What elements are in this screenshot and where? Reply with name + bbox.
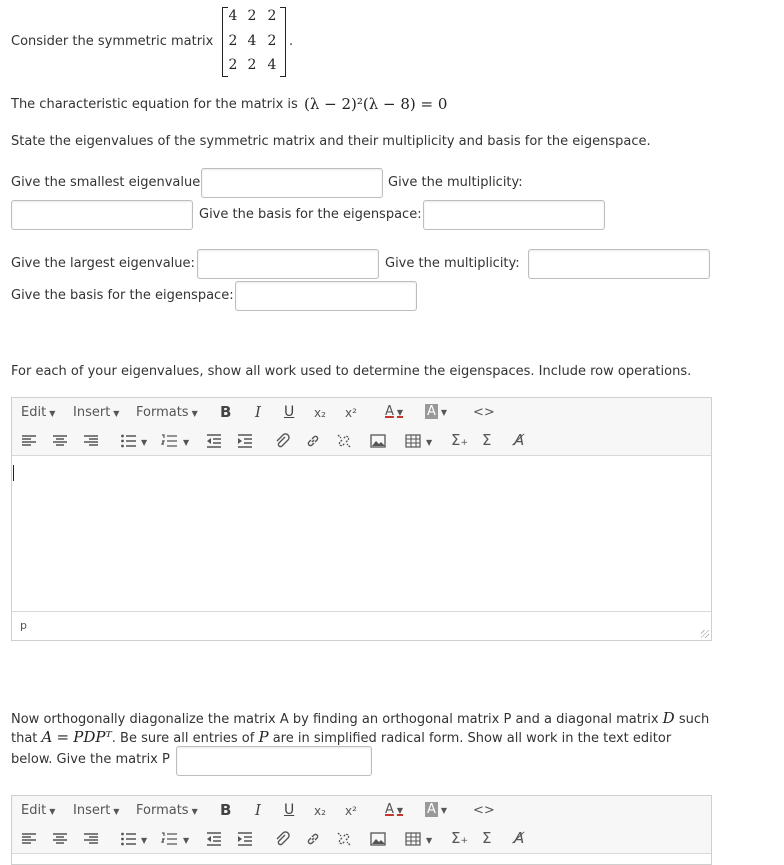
table-icon[interactable] — [405, 433, 421, 449]
work-prompt: For each of your eigenvalues, show all work used to determine the eigenspaces. Include row operations. — [11, 364, 692, 379]
matrix-cell: 2 — [228, 33, 238, 49]
subscript-button[interactable]: x₂ — [314, 406, 326, 420]
matrix-cell: 4 — [267, 57, 277, 73]
largest-multiplicity-label: Give the multiplicity: — [385, 256, 520, 271]
largest-eigenvalue-label: Give the largest eigenvalue: — [11, 256, 195, 271]
smallest-basis-label: Give the basis for the eigenspace: — [199, 207, 422, 222]
matrix-cell: 2 — [267, 8, 277, 24]
menu-insert[interactable]: Insert ▼ — [73, 405, 120, 420]
numbered-list-icon[interactable] — [161, 433, 177, 449]
outdent-icon[interactable] — [206, 831, 222, 847]
align-center-icon[interactable] — [52, 831, 68, 847]
matrix-p-input[interactable] — [176, 746, 372, 776]
link-icon[interactable] — [305, 433, 321, 449]
characteristic-text: The characteristic equation for the matrix is — [11, 97, 298, 112]
outdent-icon[interactable] — [206, 433, 222, 449]
superscript-button[interactable]: x² — [345, 406, 357, 420]
align-right-icon[interactable] — [83, 433, 99, 449]
menu-formats[interactable]: Formats ▼ — [136, 803, 198, 818]
diagonalize-prompt-line1: Now orthogonally diagonalize the matrix A by finding an orthogonal matrix P and a diagonal matrix D such — [11, 709, 710, 727]
align-left-icon[interactable] — [21, 433, 37, 449]
largest-multiplicity-input[interactable] — [528, 249, 710, 279]
numbered-list-icon[interactable] — [161, 831, 177, 847]
code-view-button[interactable]: <> — [473, 405, 495, 420]
italic-button[interactable]: I — [255, 403, 261, 421]
subscript-button[interactable]: x₂ — [314, 804, 326, 818]
image-icon[interactable] — [370, 831, 386, 847]
underline-button[interactable]: U — [284, 802, 295, 818]
italic-button[interactable]: I — [255, 801, 261, 819]
instruction-text: State the eigenvalues of the symmetric matrix and their multiplicity and basis for the eigenspace. — [11, 134, 651, 149]
menu-insert[interactable]: Insert ▼ — [73, 803, 120, 818]
text-cursor — [13, 465, 14, 481]
background-color-button[interactable]: A ▼ — [427, 404, 448, 419]
smallest-eigenvalue-input[interactable] — [201, 168, 383, 198]
smallest-multiplicity-label: Give the multiplicity: — [388, 175, 523, 190]
work-editor — [11, 397, 712, 641]
font-color-button[interactable]: A ▼ — [385, 404, 404, 419]
numbered-list-dropdown-icon[interactable]: ▼ — [183, 438, 190, 447]
sum-icon[interactable]: Σ — [482, 431, 492, 449]
diagonalize-editor — [11, 795, 712, 865]
matrix-period: . — [289, 34, 294, 49]
bullet-list-icon[interactable] — [120, 831, 136, 847]
equation-editor-icon[interactable]: Σ+ — [451, 829, 469, 847]
smallest-multiplicity-input[interactable] — [11, 200, 193, 230]
largest-eigenvalue-input[interactable] — [197, 249, 379, 279]
editor-statusbar — [12, 611, 711, 640]
matrix-cell: 4 — [228, 8, 238, 24]
spellcheck-icon[interactable]: A̸ — [514, 829, 525, 847]
smallest-basis-input[interactable] — [423, 200, 605, 230]
matrix-right-bracket — [280, 7, 286, 77]
unlink-icon[interactable] — [336, 831, 352, 847]
background-color-button[interactable]: A ▼ — [427, 802, 448, 817]
symmetric-matrix — [222, 7, 286, 76]
code-view-button[interactable]: <> — [473, 803, 495, 818]
image-icon[interactable] — [370, 433, 386, 449]
bullet-list-dropdown-icon[interactable]: ▼ — [141, 438, 148, 447]
superscript-button[interactable]: x² — [345, 804, 357, 818]
largest-basis-label: Give the basis for the eigenspace: — [11, 288, 234, 303]
bullet-list-dropdown-icon[interactable]: ▼ — [141, 836, 148, 845]
matrix-cell: 2 — [267, 33, 277, 49]
bold-button[interactable]: B — [220, 801, 232, 819]
smallest-eigenvalue-label: Give the smallest eigenvalue — [11, 175, 201, 190]
matrix-cell: 4 — [247, 33, 257, 49]
link-icon[interactable] — [305, 831, 321, 847]
matrix-intro-text: Consider the symmetric matrix — [11, 34, 214, 49]
indent-icon[interactable] — [237, 831, 253, 847]
numbered-list-dropdown-icon[interactable]: ▼ — [183, 836, 190, 845]
largest-basis-input[interactable] — [235, 281, 417, 311]
diagonalize-prompt-line3: below. Give the matrix P — [11, 752, 170, 767]
bullet-list-icon[interactable] — [120, 433, 136, 449]
resize-handle[interactable] — [701, 630, 709, 638]
editor-path: p — [20, 619, 27, 632]
attachment-icon[interactable] — [274, 831, 290, 847]
spellcheck-icon[interactable]: A̸ — [514, 431, 525, 449]
matrix-cell: 2 — [247, 57, 257, 73]
align-center-icon[interactable] — [52, 433, 68, 449]
font-color-button[interactable]: A ▼ — [385, 802, 404, 817]
characteristic-equation: (λ − 2)²(λ − 8) = 0 — [304, 95, 448, 113]
indent-icon[interactable] — [237, 433, 253, 449]
underline-button[interactable]: U — [284, 404, 295, 420]
matrix-cell: 2 — [228, 57, 238, 73]
table-dropdown-icon[interactable]: ▼ — [426, 438, 433, 447]
editor-toolbar — [12, 398, 711, 456]
editor-toolbar — [12, 796, 711, 854]
menu-edit[interactable]: Edit ▼ — [21, 405, 56, 420]
sum-icon[interactable]: Σ — [482, 829, 492, 847]
attachment-icon[interactable] — [274, 433, 290, 449]
align-right-icon[interactable] — [83, 831, 99, 847]
align-left-icon[interactable] — [21, 831, 37, 847]
table-icon[interactable] — [405, 831, 421, 847]
menu-formats[interactable]: Formats ▼ — [136, 405, 198, 420]
menu-edit[interactable]: Edit ▼ — [21, 803, 56, 818]
table-dropdown-icon[interactable]: ▼ — [426, 836, 433, 845]
matrix-cell: 2 — [247, 8, 257, 24]
editor-content-area[interactable] — [12, 456, 711, 611]
bold-button[interactable]: B — [220, 403, 232, 421]
equation-editor-icon[interactable]: Σ+ — [451, 431, 469, 449]
unlink-icon[interactable] — [336, 433, 352, 449]
diagonalize-prompt-line2: that A = PDPᵀ. Be sure all entries of P are in simplified radical form. Show all work in the text editor — [11, 728, 672, 746]
